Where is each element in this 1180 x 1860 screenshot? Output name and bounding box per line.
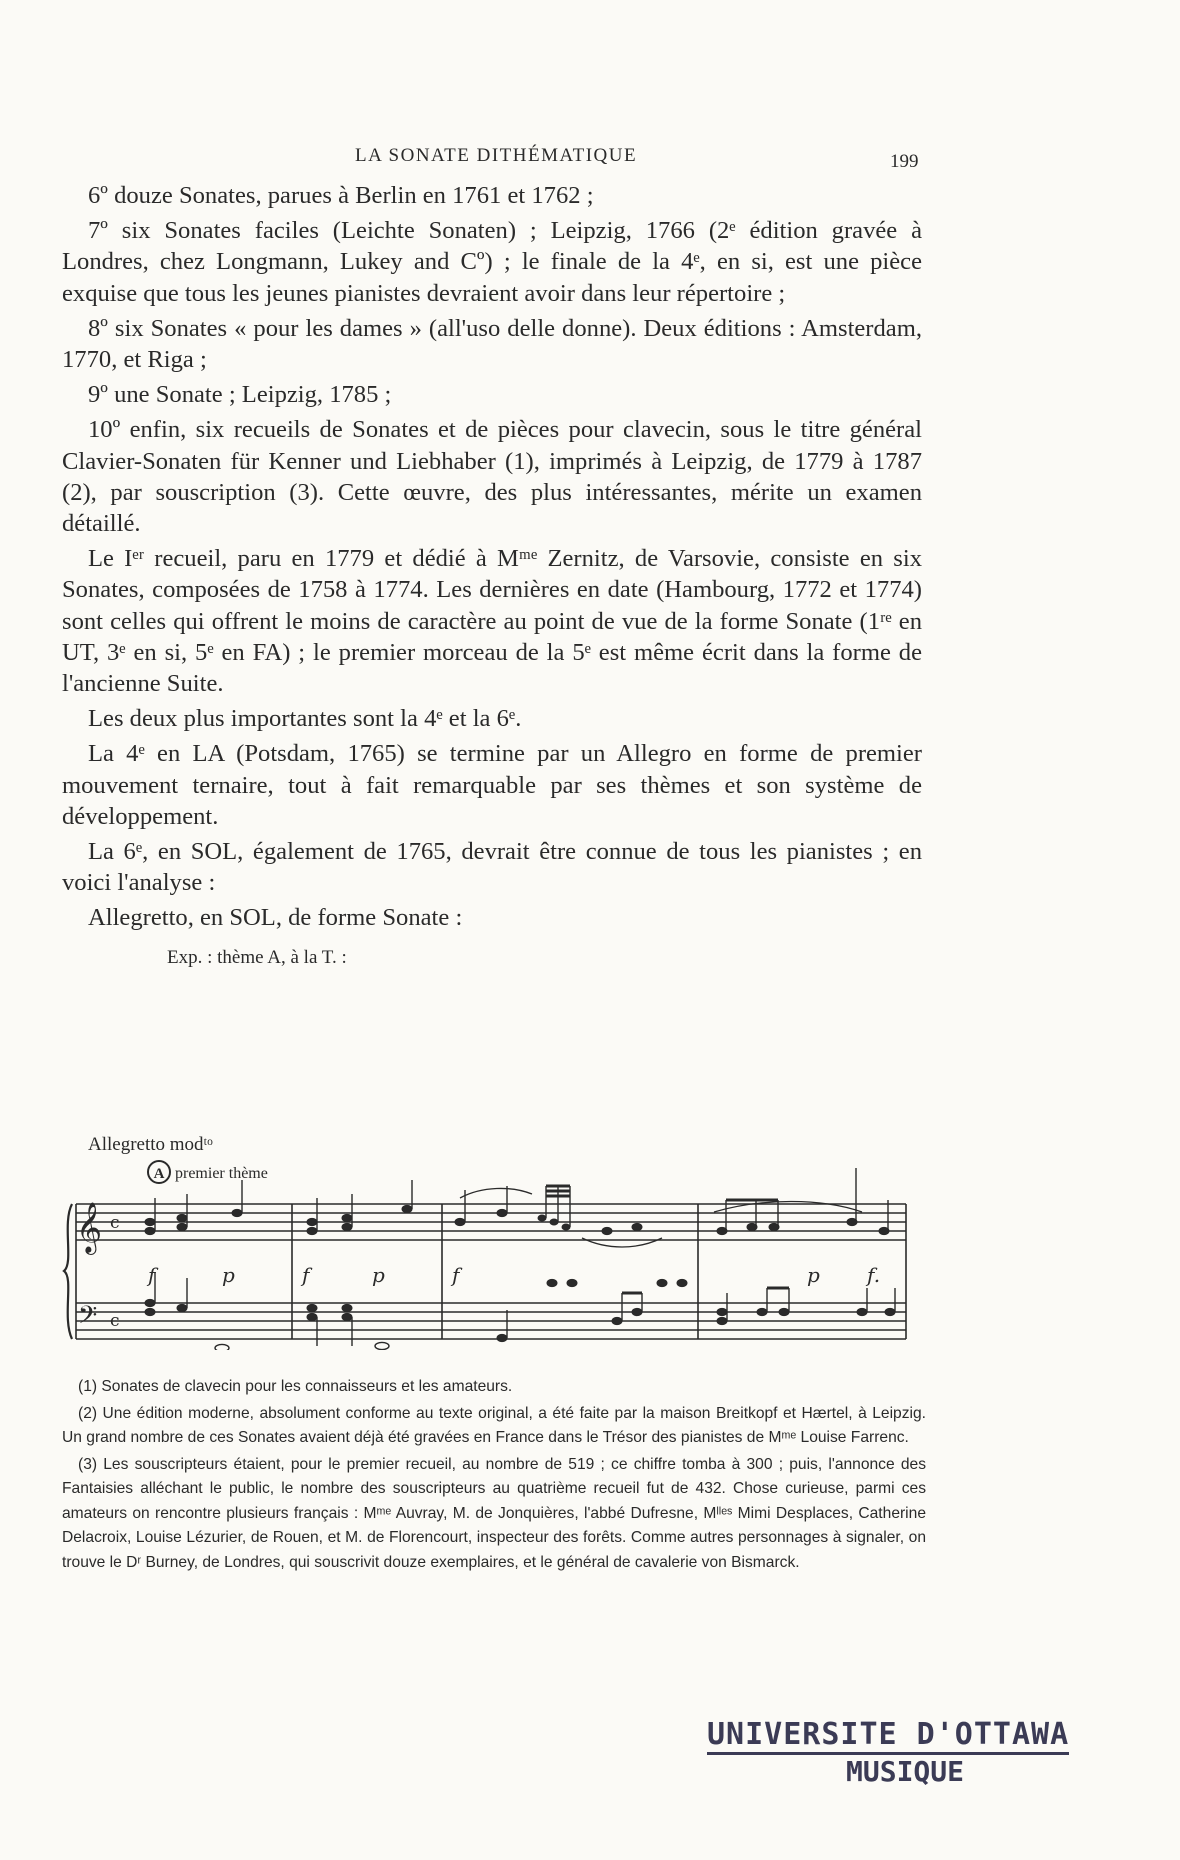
body-text <box>62 180 922 977</box>
library-stamp <box>705 1718 1125 1818</box>
paragraph: 10º enfin, six recueils de Sonates et de pièces pour clavecin, sous le titre général Clavier-Sonaten für Kenner und Liebhaber (1), imprimés à Leipzig, de 1779 à 1787 (2), par souscription (3). Cette œuvre, des plus intéressantes, mérite un examen détaillé. <box>62 416 922 538</box>
paragraph: 9º une Sonate ; Leipzig, 1785 ; <box>88 381 392 409</box>
stamp-line1: UNIVERSITE D'OTTAWA <box>707 1718 1069 1755</box>
footnote: (2) Une édition moderne, absolument conforme au texte original, a été faite par la maison Breitkopf et Hærtel, à Leipzig. Un grand nombre de ces Sonates avaient déjà été gravées en France dans le Trésor des pianistes de Mᵐᵉ Louise Farrenc. <box>62 1404 926 1446</box>
dynamic-marking: f <box>148 1263 156 1287</box>
paragraph: 7º six Sonates faciles (Leichte Sonaten) ; Leipzig, 1766 (2ᵉ édition gravée à Londres, chez Longmann, Lukey and Cº) ; le finale de la 4ᵉ, en si, est une pièce exquise que tous les jeunes pianistes devraient avoir dans leur répertoire ; <box>62 217 922 307</box>
dynamic-marking: f <box>302 1263 310 1287</box>
paragraph: Allegretto, en SOL, de forme Sonate : <box>88 904 463 932</box>
treble-clef-icon: 𝄞 <box>76 1202 103 1253</box>
barlines <box>76 1204 906 1339</box>
bass-beams <box>622 1288 789 1293</box>
footnote: (3) Les souscripteurs étaient, pour le premier recueil, au nombre de 519 ; ce chiffre tomba à 300 ; puis, l'annonce des Fantaisies alléchant le public, le nombre des souscripteurs au quatrième recueil fut de 432. Chose curieuse, parmi ces amateurs on rencontre plusieurs français : Mᵐᵉ Auvray, M. de Jonquières, l'abbé Dufresne, Mˡˡᵉˢ Mimi Desplaces, Catherine Delacroix, Louise Lézurier, de Rouen, et M. de Florencourt, inspecteur des forêts. Comme autres personnages à signaler, on trouve le Dʳ Burney, de Londres, qui souscrivit douze exemplaires, et le général de cavalerie von Bismarck. <box>62 1455 926 1571</box>
paragraph: Le Iᵉʳ recueil, paru en 1779 et dédié à Mᵐᵉ Zernitz, de Varsovie, consiste en six Sonates, composées de 1758 à 1774. Les dernières en date (Hambourg, 1772 et 1774) sont celles qui offrent le moins de caractère au point de vue de la forme Sonate (1ʳᵉ en UT, 3ᵉ en si, 5ᵉ en FA) ; le premier morceau de la 5ᵉ est même écrit dans la forme de l'ancienne Suite. <box>62 545 922 698</box>
dynamic-marking: p <box>807 1263 820 1287</box>
tempo-marking: Allegretto modᵗᵒ <box>88 1134 213 1155</box>
paragraph: 8º six Sonates « pour les dames » (all'uso delle donne). Deux éditions : Amsterdam, 1770, et Riga ; <box>62 314 922 374</box>
time-signature-icon: c <box>110 1311 120 1331</box>
page-header <box>0 145 1180 175</box>
page-number: 199 <box>890 151 919 172</box>
exposition-label: Exp. : thème A, à la T. : <box>167 946 347 968</box>
bass-clef-icon: 𝄢 <box>78 1301 98 1336</box>
footnote: (1) Sonates de clavecin pour les connaisseurs et les amateurs. <box>78 1378 513 1395</box>
paragraph: La 6ᵉ, en SOL, également de 1765, devrait être connue de tous les pianistes ; en voici l'analyse : <box>62 838 922 897</box>
treble-staff <box>76 1204 906 1240</box>
running-title: LA SONATE DITHÉMATIQUE <box>355 145 638 166</box>
dynamic-marking: f <box>452 1263 460 1287</box>
dynamic-marking: f. <box>867 1263 881 1287</box>
paragraph: Les deux plus importantes sont la 4ᵉ et la 6ᵉ. <box>88 705 522 733</box>
dynamic-marking: p <box>372 1263 385 1287</box>
paragraph: La 4ᵉ en LA (Potsdam, 1765) se termine par un Allegro en forme de premier mouvement ternaire, tout à fait remarquable par ses thèmes et son système de développement. <box>62 740 922 830</box>
footnotes <box>62 1375 926 1577</box>
slur <box>460 1188 532 1198</box>
beams <box>546 1186 778 1200</box>
theme-marker: A <box>153 1166 165 1182</box>
stamp-line2: MUSIQUE <box>846 1755 965 1788</box>
dynamic-marking: p <box>222 1263 235 1287</box>
paragraph: 6º douze Sonates, parues à Berlin en 1761 et 1762 ; <box>88 182 594 209</box>
slur <box>714 1202 862 1213</box>
theme-label: premier thème <box>175 1165 268 1182</box>
time-signature-icon: c <box>110 1213 120 1233</box>
grand-staff-brace <box>64 1204 72 1339</box>
music-score <box>62 1128 922 1350</box>
